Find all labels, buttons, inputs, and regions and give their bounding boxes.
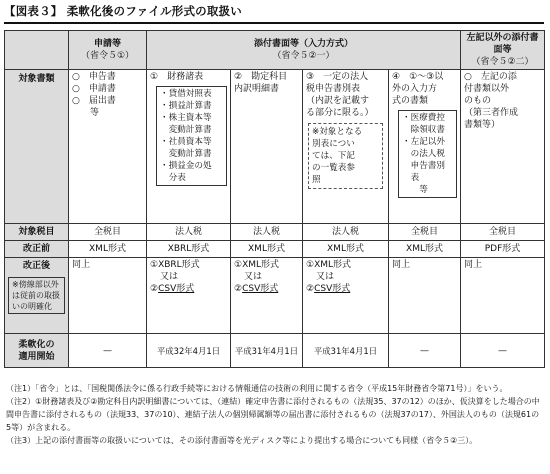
other-input-forms-list: ・医療費控 除領収書 ・左記以外 の法人税 申告書別 表 等 [398, 110, 457, 198]
title-rule [4, 22, 544, 24]
start-row [5, 334, 545, 368]
docs-other-attachments: ○ 左記の添 付書類以外 のもの （第三者作成 書類等） [461, 70, 545, 224]
tax-c3: 法人税 [231, 224, 303, 241]
before-row [5, 241, 545, 258]
header-row [5, 31, 545, 70]
row-label-before: 改正前 [5, 241, 69, 258]
figure-title: 【図表３】 柔軟化後のファイル形式の取扱い [4, 4, 242, 18]
tax-c6: 全税目 [461, 224, 545, 241]
docs-corporate-tax-schedules: ③ 一定の法人 税申告書別表 （内訳を記載す る部分に限る。） ※対象となる 別表につい ては、下記 の一覧表参 照 [303, 70, 389, 224]
start-c4: 平成31年4月1日 [303, 334, 389, 368]
header-attachments-input: 添付書面等（入力方式） （省令５②一） [147, 31, 461, 70]
before-c4: XML形式 [303, 241, 389, 258]
footnote-1: （注1）「省令」とは、「国税関係法令に係る行政手続等における情報通信の技術の利用に関する省令（平成15年財務省令第71号）」をいう。 [6, 384, 508, 393]
file-format-table [4, 30, 545, 368]
before-c6: PDF形式 [461, 241, 545, 258]
after-row [5, 258, 545, 334]
docs-financial-statements: ① 財務諸表 ・貸借対照表 ・損益計算書 ・株主資本等 変動計算書 ・社員資本等 変動計算書 ・損益金の処 分表 [147, 70, 231, 224]
tax-c1: 全税目 [69, 224, 147, 241]
after-c6: 同上 [461, 258, 545, 334]
before-c5: XML形式 [389, 241, 461, 258]
after-c4: ①XML形式 又は ②CSV形式 [303, 258, 389, 334]
target-tax-row [5, 224, 545, 241]
header-applications: 申請等 （省令５①） [69, 31, 147, 70]
docs-other-input-forms: ④ ①～③以 外の入力方 式の書類 ・医療費控 除領収書 ・左記以外 の法人税 申告書別 表 等 [389, 70, 461, 224]
tax-c5: 全税目 [389, 224, 461, 241]
docs-account-details: ② 勘定科目 内訳明細書 [231, 70, 303, 224]
row-label-target-tax: 対象税目 [5, 224, 69, 241]
before-c2: XBRL形式 [147, 241, 231, 258]
row-label-target-docs: 対象書類 [5, 70, 69, 224]
after-c3: ①XML形式 又は ②CSV形式 [231, 258, 303, 334]
before-c1: XML形式 [69, 241, 147, 258]
after-c2: ①XBRL形式 又は ②CSV形式 [147, 258, 231, 334]
start-c2: 平成32年4月1日 [147, 334, 231, 368]
start-c3: 平成31年4月1日 [231, 334, 303, 368]
target-docs-row [5, 70, 545, 224]
footnote-2: （注2）①財務諸表及び②勘定科目内訳明細書については、（連結）確定申告書に添付されるもの（法規35、37の12）のほか、仮決算をした場合の中間申告書に添付されるもの（法規33、37の10）、連結子法人の個別帰属額等の届出書に添付されるもの（法規37の17）、外国法人のもの（法規61の5等）が含まれる。 [6, 397, 540, 432]
financial-statements-list: ・貸借対照表 ・損益計算書 ・株主資本等 変動計算書 ・社員資本等 変動計算書 ・損益金の処 分表 [156, 86, 227, 186]
after-c5: 同上 [389, 258, 461, 334]
start-c5: — [389, 334, 461, 368]
start-c6: — [461, 334, 545, 368]
tax-c4: 法人税 [303, 224, 389, 241]
tax-c2: 法人税 [147, 224, 231, 241]
header-corner [5, 31, 69, 70]
docs-applications: ○ 申告書 ○ 申請書 ○ 届出書 等 [69, 70, 147, 224]
footnotes [6, 382, 544, 447]
after-c1: 同上 [69, 258, 147, 334]
start-c1: — [69, 334, 147, 368]
row-label-start: 柔軟化の 適用開始 [5, 334, 69, 368]
after-note: ※傍線部以外は従前の取扱いの明確化 [8, 277, 65, 314]
row-label-after: 改正後 ※傍線部以外は従前の取扱いの明確化 [5, 258, 69, 334]
footnote-3: （注3）上記の添付書面等の取扱いについては、その添付書面等を光ディスク等により提出する場合についても同様（省令５②三）。 [6, 436, 478, 445]
schedule-reference-note: ※対象となる 別表につい ては、下記 の一覧表参 照 [308, 123, 383, 189]
header-other-attachments: 左記以外の添付書面等 （省令５②二） [461, 31, 545, 70]
before-c3: XML形式 [231, 241, 303, 258]
